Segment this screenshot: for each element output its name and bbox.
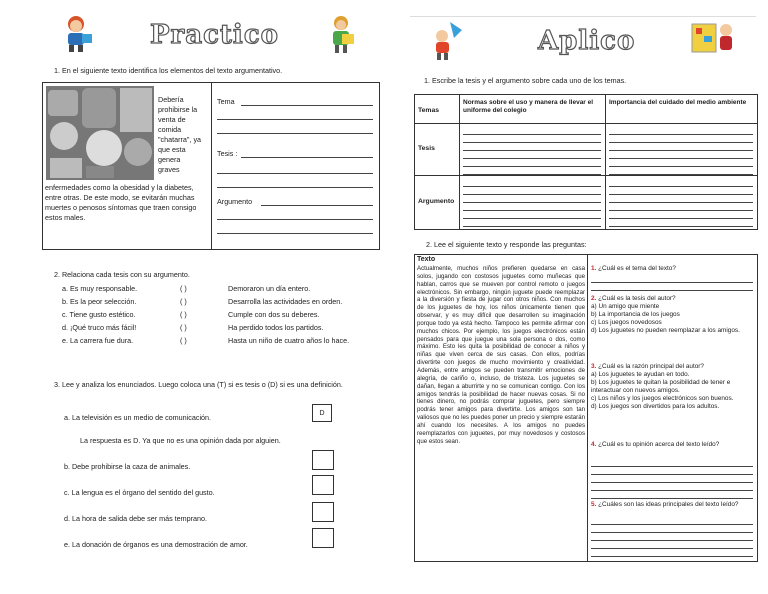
reading-passage: Actualmente, muchos niños prefieren quedarse en casa solos, jugando con costosos juguetes como muñecas que hablan, carros que se mueven por control remoto o juegos electrónicos. Sin embargo, ningún juguete puede reemplazar a la diversión y fiesta de jugar con otros niños. Con muchos de los juguetes de hoy, los niños únicamente tienen que observar, y es muy difícil que desarrollen su imaginación porque todo ya está hecho. Tampoco les permite afirmar con muchos chicos. Por ejemplo, los juegos electrónicos están pensados para que juegue una sola persona o dos, como máximo. Esto les quita la posibilidad de conocer a niños y niñas que viven cerca de sus casas. Con ellos, podrías divertirte con juegos de mucho movimiento y creatividad. Además, entre amigos se pueden transmitir emociones de alegría, de cariño o, incluso, de tristeza. Los juguetes se dañan, llegan a aburrirte y no se comunican contigo. Con los amigos tendrás la posibilidad de hacer nuevas cosas. Si no tienes dinero, no podrás comprar juguetes, pero siempre podrás tener amigos para divertirte. Los amigos son tan valiosos que no les puedes poner un precio y siempre estarán ahí cuando los necesites. A los amigos no puedes reemplazarlos con juguetes, por muy novedosos y costosos que estos sean. <box>417 265 585 445</box>
option[interactable]: d) Los juegos son divertidos para los adultos. <box>591 403 720 410</box>
match-row: c. Tiene gusto estético. ( ) Cumple con dos su deberes. <box>62 310 320 319</box>
tema-answer-line[interactable] <box>241 105 373 106</box>
tema-answer-line[interactable] <box>217 133 373 134</box>
answer-box-c[interactable] <box>312 475 334 495</box>
question-3: 3. ¿Cuál es la razón principal del autor? a) Los juguetes te ayudan en todo. b) Los juguetes te quitan la posibilidad de tener e interactuar con nuevos amigos. c) Los niños y los juegos electrónicos son buenos. d) Los juegos son divertidos para los adultos. <box>591 363 753 411</box>
argumento-answer-line[interactable] <box>217 219 373 220</box>
statement-b: b. Debe prohibirse la caza de animales. <box>64 462 191 471</box>
page-title-aplico: Aplico <box>538 26 636 56</box>
argument-elements-box <box>42 82 380 250</box>
table-row-divider <box>415 175 757 176</box>
question-2: 2. ¿Cuál es la tesis del autor? a) Un amigo que miente b) La importancia de los juegos c) Los juegos novedosos d) Los juguetes no pueden reemplazar a los amigos. <box>591 295 753 335</box>
table-column-divider <box>605 95 606 229</box>
texto-label: Texto <box>417 256 436 263</box>
thesis-argument-table <box>414 94 758 230</box>
aplico-question-1-instruction: 1. Escribe la tesis y el argumento sobre cada uno de los temas. <box>424 76 627 85</box>
reading-kid-illustration <box>60 14 100 54</box>
match-row: a. Es muy responsable. ( ) Demoraron un día entero. <box>62 284 311 293</box>
statement-a: a. La televisión es un medio de comunicación. <box>64 413 212 422</box>
statement-d: d. La hora de salida debe ser más temprano. <box>64 514 208 523</box>
match-answer-slot[interactable]: ( ) <box>180 310 187 319</box>
junk-food-photo <box>46 86 154 180</box>
argumento-label: Argumento <box>217 197 253 206</box>
answer-box-a[interactable]: D <box>312 404 332 422</box>
reading-box <box>414 254 758 562</box>
girl-with-book-illustration <box>326 14 356 56</box>
statement-c: c. La lengua es el órgano del sentido del gusto. <box>64 488 215 497</box>
option[interactable]: b) La importancia de los juegos <box>591 311 680 318</box>
tesis-answer-line[interactable] <box>217 173 373 174</box>
question-1-instruction: 1. En el siguiente texto identifica los elementos del texto argumentativo. <box>54 66 283 75</box>
option[interactable]: c) Los juegos novedosos <box>591 319 662 326</box>
match-row: d. ¡Qué truco más fácil! ( ) Ha perdido todos los partidos. <box>62 323 324 332</box>
match-answer-slot[interactable]: ( ) <box>180 297 187 306</box>
answer-explanation: La respuesta es D. Ya que no es una opinión dada por alguien. <box>80 436 281 445</box>
statement-e: e. La donación de órganos es una demostración de amor. <box>64 540 248 549</box>
answer-box-b[interactable] <box>312 450 334 470</box>
table-header-temas: Temas <box>418 107 440 114</box>
reading-column-divider <box>587 255 588 561</box>
row-label-argumento: Argumento <box>418 198 455 205</box>
question-5: 5. ¿Cuáles son las ideas principales del texto leído? <box>591 501 739 508</box>
aplico-question-2-instruction: 2. Lee el siguiente texto y responde las preguntas: <box>426 240 587 249</box>
tesis-answer-line[interactable] <box>217 187 373 188</box>
tesis-label: Tesis : <box>217 149 238 158</box>
argument-text-part-2: enfermedades como la obesidad y la diabetes, entre otras. De este modo, se evitarán muchas muertes o penosos síntomas que traen consigo estos males. <box>45 183 197 222</box>
tema-answer-line[interactable] <box>217 119 373 120</box>
argument-text-part-1: Debería prohibirse la venta de comida "chatarra", ya que esta genera graves <box>158 95 202 174</box>
page-top-rule <box>410 16 756 17</box>
question-1-answer-lines[interactable] <box>589 275 755 291</box>
tesis-ambiente-lines[interactable] <box>607 127 755 175</box>
table-header-medio-ambiente: Importancia del cuidado del medio ambiente <box>609 99 747 106</box>
table-header-uniforme: Normas sobre el uso y manera de llevar el uniforme del colegio <box>463 99 594 114</box>
match-row: b. Es la peor selección. ( ) Desarrolla las actividades en orden. <box>62 297 343 306</box>
table-column-divider <box>459 95 460 229</box>
option[interactable]: b) Los juguetes te quitan la posibilidad de tener e interactuar con nuevos amigos. <box>591 379 731 394</box>
argumento-answer-line[interactable] <box>261 205 373 206</box>
option[interactable]: d) Los juguetes no pueden reemplazar a los amigos. <box>591 327 740 334</box>
kid-with-board-illustration <box>690 20 736 56</box>
tesis-uniforme-lines[interactable] <box>461 127 603 175</box>
option[interactable]: a) Los juguetes te ayudan en todo. <box>591 371 690 378</box>
page-title-practico: Practico <box>150 20 279 50</box>
answer-box-d[interactable] <box>312 502 334 522</box>
argumento-ambiente-lines[interactable] <box>607 179 755 227</box>
match-row: e. La carrera fue dura. ( ) Hasta un niño de cuatro años lo hace. <box>62 336 350 345</box>
tesis-answer-line[interactable] <box>241 157 373 158</box>
match-answer-slot[interactable]: ( ) <box>180 336 187 345</box>
tema-label: Tema <box>217 97 235 106</box>
kid-with-kite-illustration <box>430 20 464 62</box>
question-4: 4. ¿Cuál es tu opinión acerca del texto leído? <box>591 441 720 448</box>
option[interactable]: a) Un amigo que miente <box>591 303 660 310</box>
question-4-answer-lines[interactable] <box>589 459 755 499</box>
match-answer-slot[interactable]: ( ) <box>180 323 187 332</box>
option[interactable]: c) Los niños y los juegos electrónicos son buenos. <box>591 395 734 402</box>
question-1: 1. ¿Cuál es el tema del texto? <box>591 265 676 272</box>
argumento-answer-line[interactable] <box>217 233 373 234</box>
argumento-uniforme-lines[interactable] <box>461 179 603 227</box>
answer-box-e[interactable] <box>312 528 334 548</box>
table-row-divider <box>415 123 757 124</box>
question-5-answer-lines[interactable] <box>589 517 755 557</box>
match-answer-slot[interactable]: ( ) <box>180 284 187 293</box>
match-list <box>62 284 372 349</box>
row-label-tesis: Tesis <box>418 145 435 152</box>
question-3-instruction: 3. Lee y analiza los enunciados. Luego coloca una (T) si es tesis o (D) si es una definición. <box>54 380 343 389</box>
question-2-instruction: 2. Relaciona cada tesis con su argumento. <box>54 270 190 279</box>
